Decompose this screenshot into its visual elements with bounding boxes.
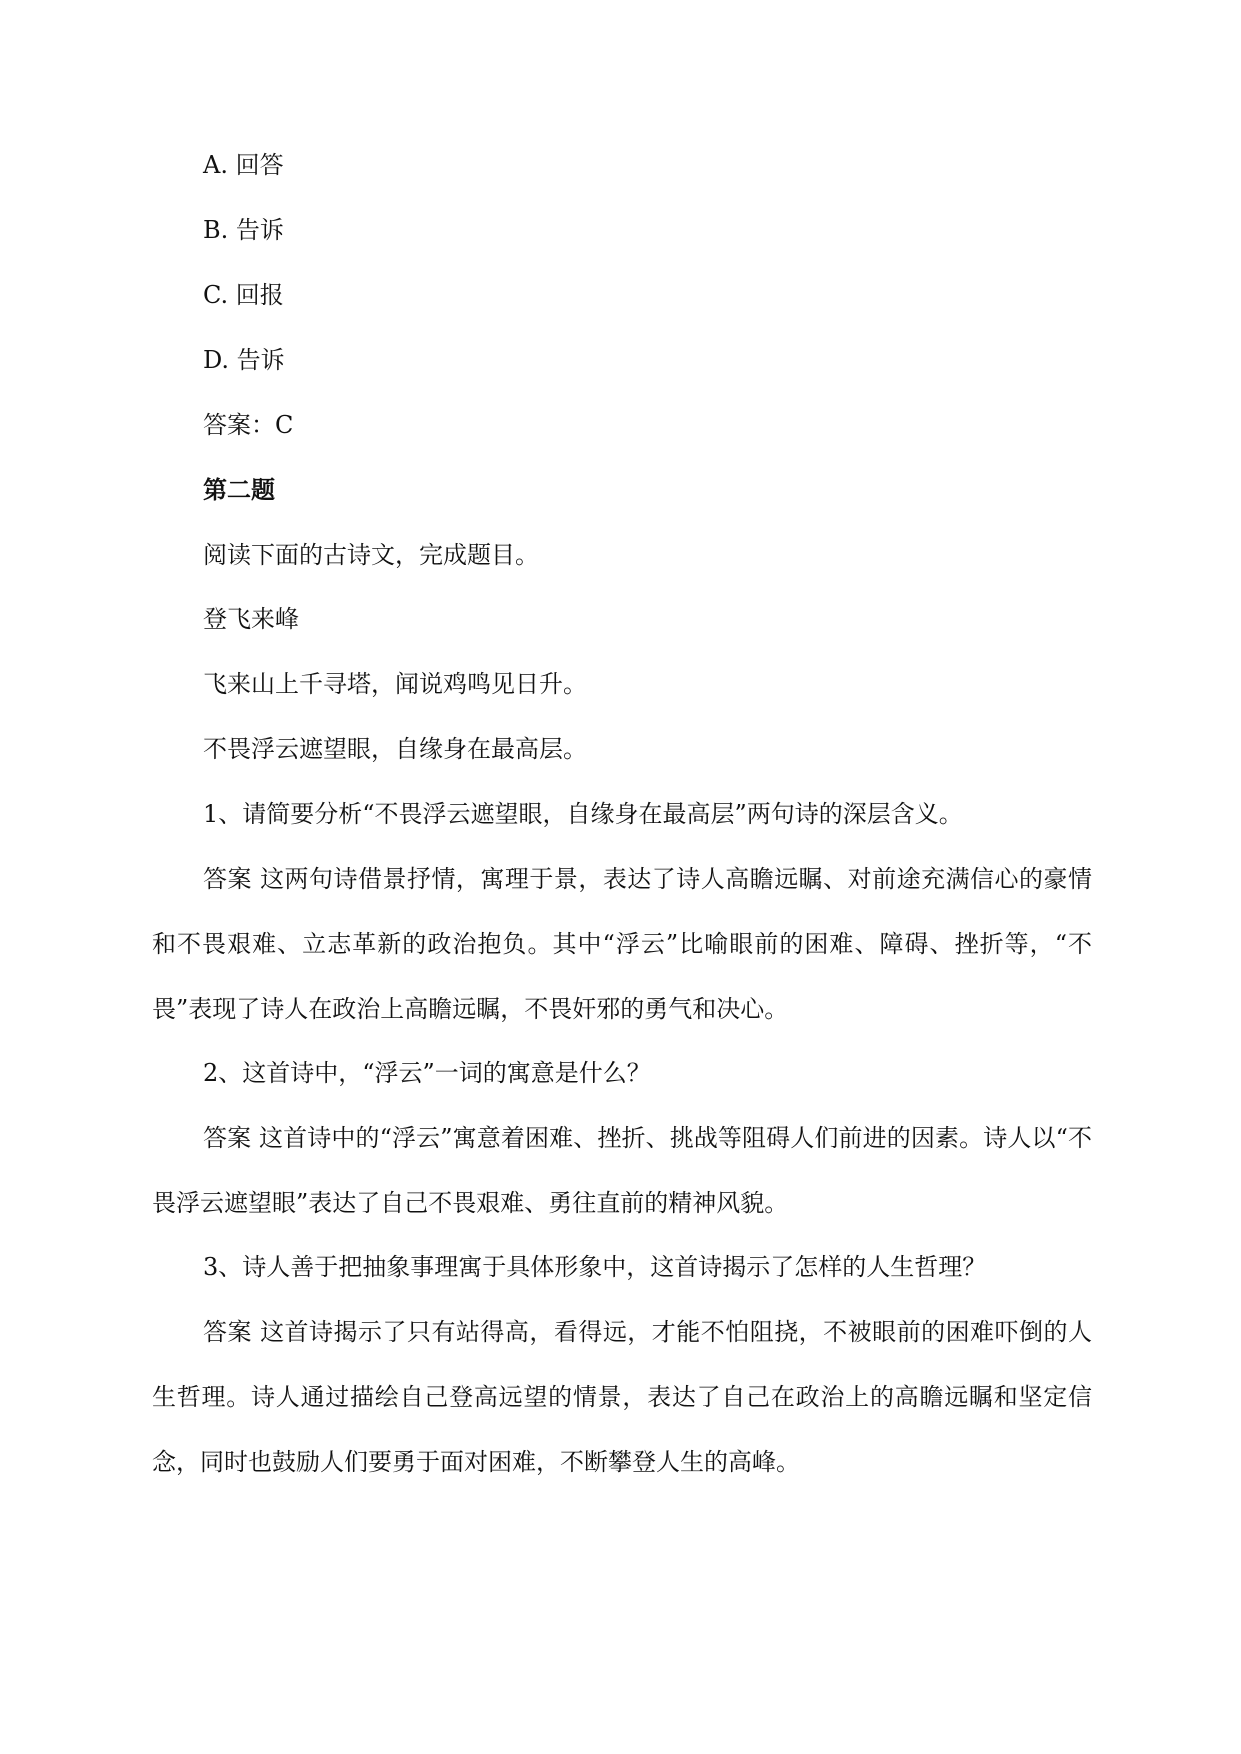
poem-line-2: 不畏浮云遮望眼，自缘身在最高层。 [203, 735, 587, 763]
answer-1: 答案 这两句诗借景抒情，寓理于景，表达了诗人高瞻远瞩、对前途充满信心的豪情和不畏艰难、立志革新的政治抱负。其中“浮云”比喻眼前的困难、障碍、挫折等，“不畏”表现了诗人在政治上高瞻远瞩，不畏奸邪的勇气和决心。 [152, 865, 1092, 1023]
answer-2: 答案 这首诗中的“浮云”寓意着困难、挫折、挑战等阻碍人们前进的因素。诗人以“不畏浮云遮望眼”表达了自己不畏艰难、勇往直前的精神风貌。 [152, 1124, 1092, 1217]
option-d: D. 告诉 [203, 346, 285, 374]
poem-line-1: 飞来山上千寻塔，闻说鸡鸣见日升。 [203, 670, 587, 698]
option-a: A. 回答 [203, 151, 284, 179]
answer-3: 答案 这首诗揭示了只有站得高，看得远，才能不怕阻挠，不被眼前的困难吓倒的人生哲理。诗人通过描绘自己登高远望的情景，表达了自己在政治上的高瞻远瞩和坚定信念，同时也鼓励人们要勇于面对困难，不断攀登人生的高峰。 [152, 1318, 1092, 1476]
question-1: 1、请简要分析“不畏浮云遮望眼，自缘身在最高层”两句诗的深层含义。 [203, 800, 963, 828]
option-b: B. 告诉 [203, 216, 284, 244]
option-c: C. 回报 [203, 281, 284, 309]
instruction-text: 阅读下面的古诗文，完成题目。 [203, 541, 539, 569]
question-2: 2、这首诗中，“浮云”一词的寓意是什么？ [203, 1059, 651, 1087]
previous-answer: 答案：C [203, 411, 294, 439]
poem-title: 登飞来峰 [203, 605, 299, 633]
section-title: 第二题 [203, 475, 275, 504]
question-3: 3、诗人善于把抽象事理寓于具体形象中，这首诗揭示了怎样的人生哲理？ [203, 1253, 987, 1281]
